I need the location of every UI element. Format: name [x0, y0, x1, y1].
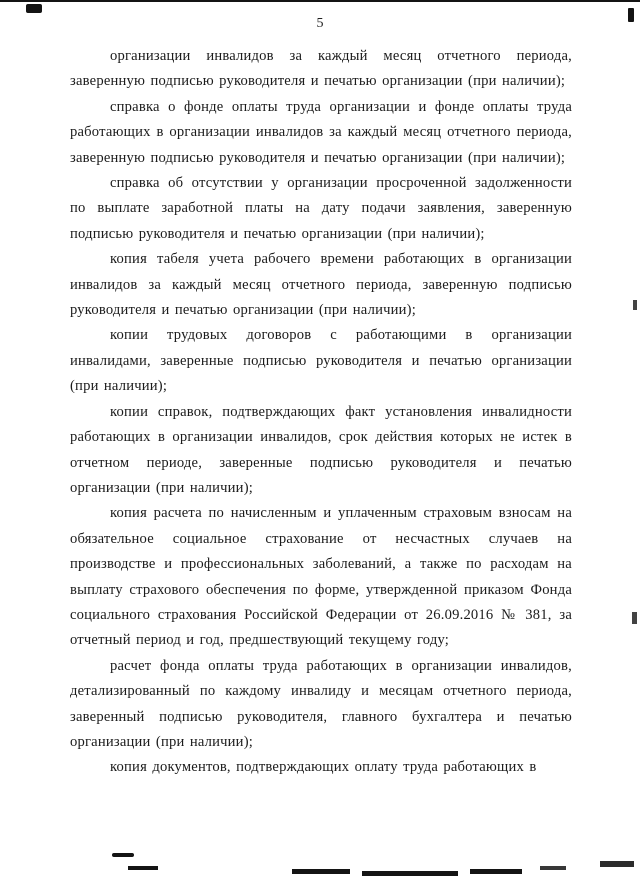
paragraph: копия табеля учета рабочего времени работающих в организации инвалидов за каждый месяц отчетного периода, заверенную подписью руководителя и печатью организации (при наличии); [70, 251, 572, 319]
scan-artifact-right-2 [632, 612, 637, 624]
paragraph: копия расчета по начисленным и уплаченным страховым взносам на обязательное социальное страхование от несчастных случаев на производстве и профессиональных заболеваний, а также по расходам на выплату страхового обеспечения по форме, утвержденной приказом Фонда социального страхования Российской Федерации от 26.09.2016 № 381, за отчетный период и год, предшествующий текущему году; [70, 505, 572, 649]
scan-artifact-bottom-5 [540, 866, 566, 870]
scan-artifact-bottom-2 [292, 869, 350, 874]
paragraph: справка о фонде оплаты труда организации и фонде оплаты труда работающих в организации инвалидов за каждый месяц отчетного периода, заверенную подписью руководителя и печатью организации (при наличии); [70, 98, 572, 166]
paragraph: копии трудовых договоров с работающими в организации инвалидами, заверенные подписью руководителя и печатью организации (при наличии); [70, 327, 572, 395]
document-body [70, 44, 572, 781]
paragraph: организации инвалидов за каждый месяц отчетного периода, заверенную подписью руководителя и печатью организации (при наличии); [70, 48, 572, 90]
scan-artifact-bottom-3 [362, 871, 458, 876]
scan-artifact-bottom-left [112, 853, 134, 857]
scan-artifact-bottom-right [600, 861, 634, 867]
paragraph: расчет фонда оплаты труда работающих в организации инвалидов, детализированный по каждому инвалиду и месяцам отчетного периода, заверенный подписью руководителя, главного бухгалтера и печатью организации (при наличии); [70, 657, 572, 750]
scan-artifact-bottom-4 [470, 869, 522, 874]
paragraph: копия документов, подтверждающих оплату труда работающих в [110, 759, 537, 776]
paragraph: копии справок, подтверждающих факт установления инвалидности работающих в организации инвалидов, срок действия которых не истек в отчетном периоде, заверенные подписью руководителя и печатью организации (при наличии); [70, 403, 572, 496]
scan-artifact-bottom-1 [128, 866, 158, 870]
scan-artifact-right-1 [633, 300, 637, 310]
page-number: 5 [316, 16, 324, 31]
scan-artifact-top-line [0, 0, 640, 2]
scan-artifact-top-left [26, 4, 42, 13]
paragraph: справка об отсутствии у организации просроченной задолженности по выплате заработной платы на дату подачи заявления, заверенную подписью руководителя и печатью организации (при наличии); [70, 175, 572, 242]
